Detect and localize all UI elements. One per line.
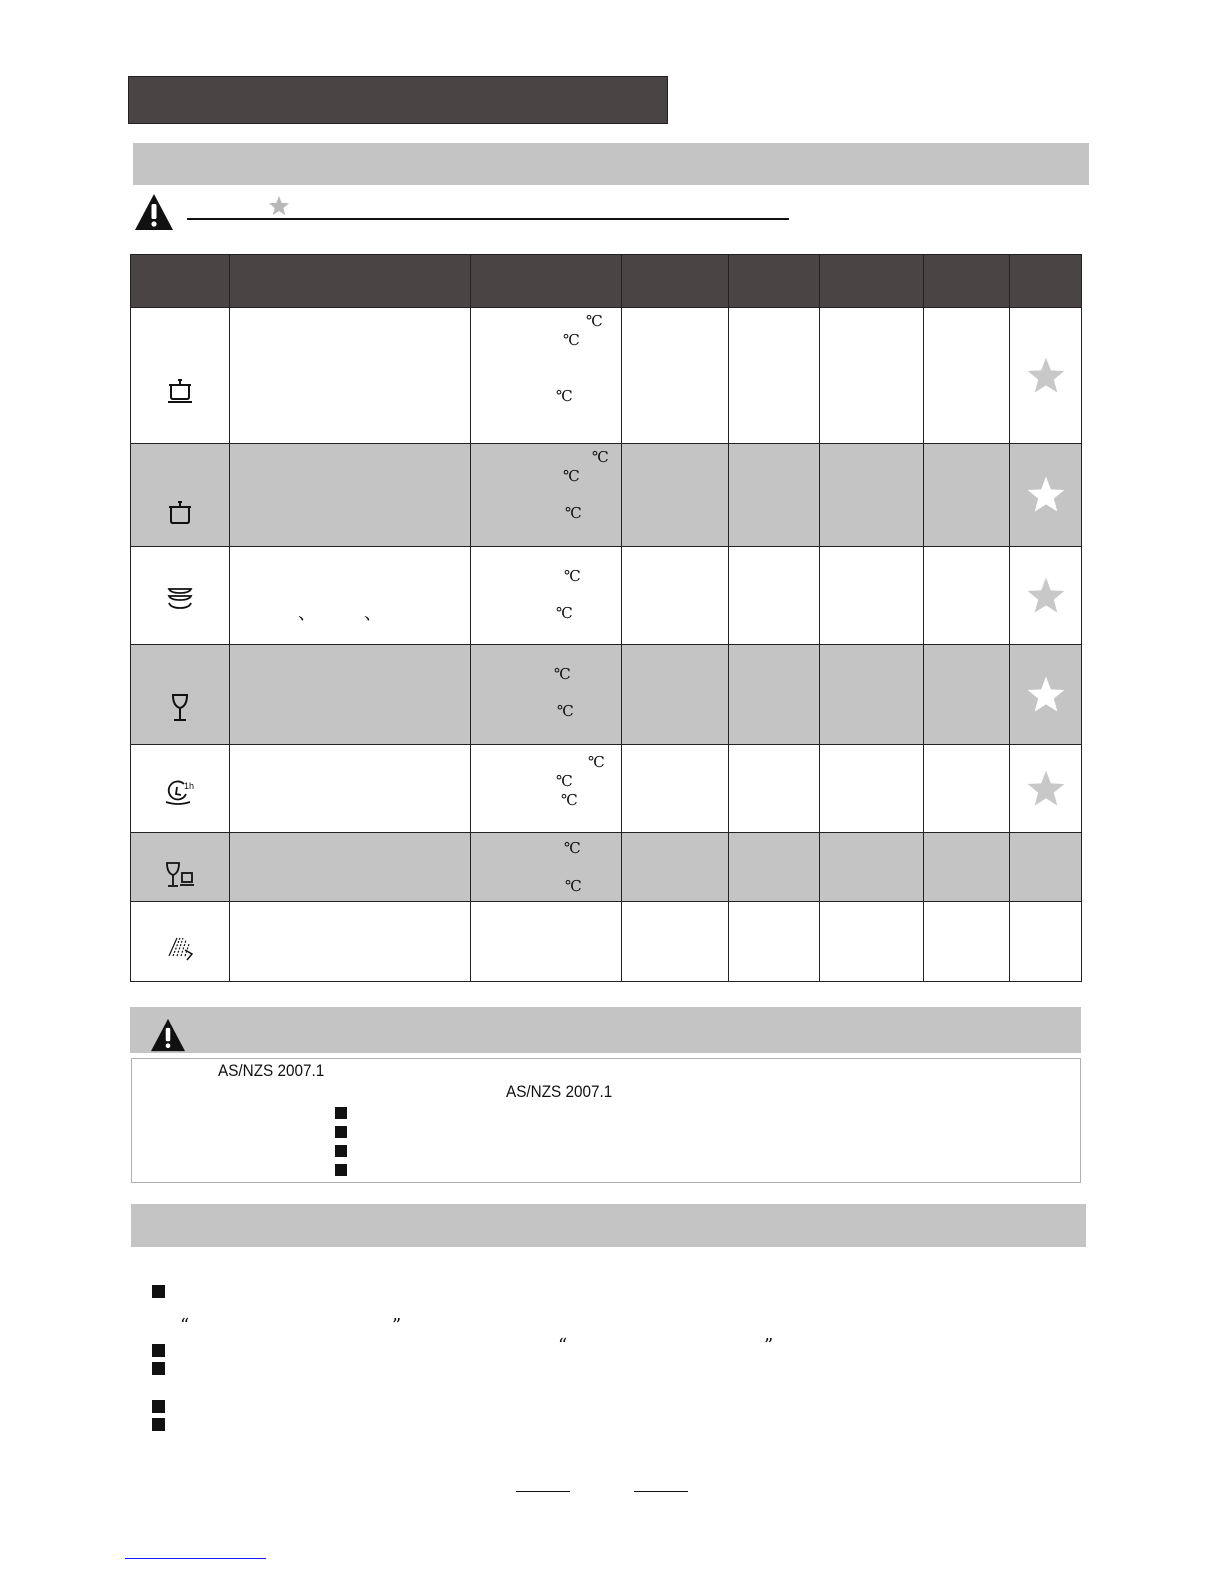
description-cell: [230, 308, 471, 444]
degree-symbol: ℃: [565, 877, 582, 895]
bullet-square: [152, 1362, 165, 1375]
table-row: [131, 547, 1082, 645]
link-underline[interactable]: [125, 1558, 266, 1559]
bullet-square: [335, 1145, 347, 1157]
table-cell: [924, 833, 1010, 902]
star-legend-icon: [267, 195, 291, 217]
bullet-square: [152, 1344, 165, 1357]
blank-underline: [634, 1491, 688, 1492]
intensive-program-icon: [165, 376, 195, 404]
comma-mark: 、: [298, 603, 316, 624]
table-cell: [622, 308, 729, 444]
open-quote: “: [180, 1315, 190, 1336]
table-cell: [820, 902, 924, 982]
header-cell: [729, 255, 820, 308]
degree-symbol: ℃: [586, 312, 603, 330]
temperature-cell: [471, 745, 622, 833]
degree-symbol: ℃: [592, 448, 609, 466]
star-icon: [1025, 356, 1067, 396]
warning-icon: [134, 193, 174, 231]
table-cell: [924, 745, 1010, 833]
star-cell: [1010, 547, 1082, 645]
glass-program-icon: [169, 693, 191, 723]
bullet-square: [335, 1126, 347, 1138]
header-cell: [820, 255, 924, 308]
degree-symbol: ℃: [556, 772, 573, 790]
note-heading-band: [130, 1007, 1081, 1053]
comma-mark: 、: [364, 603, 382, 624]
table-cell: [729, 833, 820, 902]
table-cell: [622, 444, 729, 547]
table-cell: [729, 308, 820, 444]
bullet-square: [335, 1107, 347, 1119]
header-cell: [1010, 255, 1082, 308]
table-row: [131, 308, 1082, 444]
table-cell: [1010, 833, 1082, 902]
table-cell: [729, 645, 820, 745]
table-cell: [622, 833, 729, 902]
table-cell: [924, 308, 1010, 444]
description-cell: [230, 902, 471, 982]
table-row: [131, 745, 1082, 833]
star-cell: [1010, 308, 1082, 444]
table-cell: [820, 745, 924, 833]
table-cell: [820, 308, 924, 444]
svg-text:1h: 1h: [184, 781, 195, 791]
table-cell: [622, 745, 729, 833]
table-row: [131, 902, 1082, 982]
description-cell: [230, 833, 471, 902]
temperature-cell: [471, 833, 622, 902]
table-cell: [820, 833, 924, 902]
star-icon: [1025, 769, 1067, 809]
rinse-program-icon: [165, 934, 195, 962]
table-cell: [924, 902, 1010, 982]
table-cell: [729, 547, 820, 645]
header-cell: [471, 255, 622, 308]
warning-icon: [150, 1018, 186, 1052]
table-cell: [622, 547, 729, 645]
table-cell: [729, 444, 820, 547]
program-icon-cell: [131, 902, 230, 982]
degree-symbol: ℃: [564, 839, 581, 857]
table-row: [131, 645, 1082, 745]
open-quote: “: [558, 1335, 568, 1356]
close-quote: ”: [764, 1335, 774, 1356]
degree-symbol: ℃: [557, 702, 574, 720]
bullet-square: [335, 1164, 347, 1176]
header-cell: [131, 255, 230, 308]
description-cell: [230, 547, 471, 645]
glass-and-cup-program-icon: [164, 861, 196, 889]
star-cell: [1010, 444, 1082, 547]
table-cell: [820, 645, 924, 745]
star-icon: [1025, 576, 1067, 616]
standard-reference: AS/NZS 2007.1: [218, 1061, 325, 1080]
header-cell: [924, 255, 1010, 308]
temperature-cell: [471, 444, 622, 547]
degree-symbol: ℃: [588, 753, 605, 771]
star-cell: [1010, 645, 1082, 745]
table-row: [131, 444, 1082, 547]
program-icon-cell: [131, 444, 230, 547]
degree-symbol: ℃: [556, 604, 573, 622]
star-icon: [1025, 475, 1067, 515]
bullet-square: [152, 1418, 165, 1431]
description-cell: [230, 444, 471, 547]
program-chart-heading-band: [133, 143, 1089, 185]
description-cell: [230, 645, 471, 745]
table-cell: [820, 444, 924, 547]
program-icon-cell: [131, 745, 230, 833]
description-cell: [230, 745, 471, 833]
table-row: [131, 833, 1082, 902]
header-cell: [622, 255, 729, 308]
degree-symbol: ℃: [554, 665, 571, 683]
degree-symbol: ℃: [561, 791, 578, 809]
star-icon: [1025, 675, 1067, 715]
table-cell: [729, 902, 820, 982]
bullet-square: [152, 1400, 165, 1413]
degree-symbol: ℃: [564, 567, 581, 585]
program-icon-cell: [131, 645, 230, 745]
table-cell: [924, 547, 1010, 645]
header-cell: [230, 255, 471, 308]
table-cell: [1010, 902, 1082, 982]
table-cell: [924, 444, 1010, 547]
pot-program-icon: [166, 498, 194, 526]
table-cell: [622, 645, 729, 745]
program-icon-cell: [131, 833, 230, 902]
degree-symbol: ℃: [565, 504, 582, 522]
temperature-cell: [471, 308, 622, 444]
table-cell: [820, 547, 924, 645]
section-title-bar: [128, 76, 668, 124]
temperature-cell: [471, 547, 622, 645]
one-hour-program-icon: [164, 779, 196, 807]
standard-reference: AS/NZS 2007.1: [506, 1082, 613, 1101]
eco-plates-program-icon: [166, 585, 194, 611]
temperature-cell: [471, 902, 622, 982]
close-quote: ”: [392, 1315, 402, 1336]
star-cell: [1010, 745, 1082, 833]
program-icon-cell: [131, 308, 230, 444]
degree-symbol: ℃: [556, 387, 573, 405]
blank-underline: [516, 1491, 570, 1492]
temperature-cell: [471, 645, 622, 745]
section-heading-band: [131, 1204, 1086, 1247]
table-cell: [729, 745, 820, 833]
degree-symbol: ℃: [563, 331, 580, 349]
program-icon-cell: [131, 547, 230, 645]
table-cell: [924, 645, 1010, 745]
degree-symbol: ℃: [563, 467, 580, 485]
legend-underline: [187, 218, 789, 220]
table-header-row: [131, 255, 1082, 308]
program-table: [130, 254, 1082, 982]
table-cell: [622, 902, 729, 982]
bullet-square: [152, 1285, 165, 1298]
